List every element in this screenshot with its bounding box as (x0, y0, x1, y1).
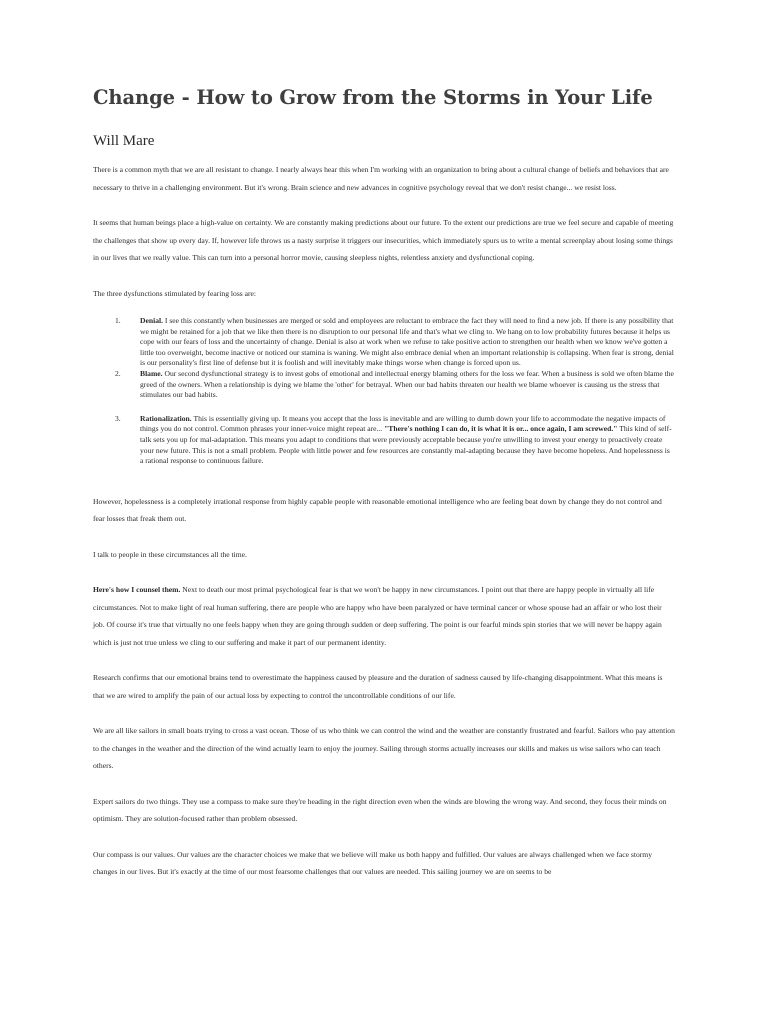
list-text: Our second dysfunctional strategy is to invest gobs of emotional and intellectual energy blaming others for the loss we fear. When a business is sold we often blame the greed of the owners. When a relationship is dying we blame the 'other' for betrayal. When our bad habits threaten our health we blame whoever is causing us the stress that stimulates our bad habits. (140, 368, 674, 400)
paragraph-expert-sailors: Expert sailors do two things. They use a compass to make sure they're heading in the right direction even when the winds are blowing the wrong way. And second, they focus their minds on optimism. They are solution-focused rather than problem obsessed. (93, 796, 667, 824)
paragraph-certainty: It seems that human beings place a high-value on certainty. We are constantly making predictions about our future. To the extent our predictions are true we feel secure and capable of meeting the challenges that show up every day. If, however life throws us a nasty surprise it triggers our insecurities, which immediately spurs us to write a mental screenplay about losing some things in our lives that we really value. This can turn into a personal horror movie, causing sleepless nights, relentless anxiety and dysfunctional coping. (93, 218, 674, 262)
list-term: Blame. (140, 368, 163, 378)
paragraph-research: Research confirms that our emotional brains tend to overestimate the happiness caused by pleasure and the duration of sadness caused by life-changing disappointment. What this means is that we are wired to amplify the pain of our actual loss by expecting to control the uncontrollable conditions of our life. (93, 673, 663, 700)
list-term: Rationalization. (140, 413, 192, 423)
list-item-blame (93, 369, 675, 401)
paragraph-intro: There is a common myth that we are all resistant to change. I nearly always hear this when I'm working with an organization to bring about a cultural change of beliefs and behaviors that are necessary to thrive in a challenging environment. But it's wrong. Brain science and new advances in cognitive psychology reveal that we don't resist change... we resist loss. (93, 165, 669, 192)
document-title: Change - How to Grow from the Storms in Your Life (93, 86, 653, 109)
paragraph-hopelessness: However, hopelessness is a completely irrational response from highly capable people with reasonable emotional intelligence who are feeling beat down by change they do not control and fear losses that freak them out. (93, 496, 662, 524)
paragraph-dysfunctions-intro: The three dysfunctions stimulated by fearing loss are: (93, 288, 257, 298)
list-number: 2. (115, 368, 121, 378)
list-item-rationalization (93, 414, 675, 467)
list-term: Denial. (140, 316, 163, 325)
paragraph-lead: Here's how I counsel them. (93, 585, 181, 595)
list-text: This kind of self-talk sets you up for mal-adaptation. This means you adapt to conditions that were previously acceptable because you're unwilling to invest your energy to proactively create your new future. This is not a small problem. People with little power and few resources are constantly mal-adapting because they have become hopeless. And hopelessness is a rational response to continuous failure. (140, 424, 672, 466)
paragraph-compass: Our compass is our values. Our values are the character choices we make that we believe will make us both happy and fulfilled. Our values are always challenged when we face stormy changes in our lives. But it's exactly at the time of our most fearsome challenges that our values are needed. This sailing journey we are on seems to be (93, 849, 652, 877)
list-item-denial (93, 316, 675, 369)
list-number: 1. (115, 316, 121, 325)
paragraph-sailors: We are all like sailors in small boats trying to cross a vast ocean. Those of us who think we can control the wind and the weather are constantly frustrated and fearful. Sailors who pay attention to the changes in the weather and the direction of the wind actually learn to enjoy the journey. Sailing through storms actually increases our skills and makes us wise sailors who can teach others. (93, 726, 675, 771)
list-text: This is essentially giving up. It means you accept that the loss is inevitable and are willing to dumb down your life to accommodate the negative impacts of things you do not control. Common phrases your inner-voice might repeat are... (140, 413, 666, 434)
dysfunctions-list (93, 316, 675, 467)
list-text: I see this constantly when businesses are merged or sold and employees are reluctant to embrace the fact they will need to find a new job. If there is any possibility that we might be retained for a job that we like then there is no disruption to our personal life and that's what we cling to. We hang on to low probability futures because it helps us cope with our fears of loss and the uncertainty of change. Denial is also at work when we refuse to take positive action to strengthen our health when we know we've gotten a little too overweight, become inactive or noticed our stamina is waning. We might also embrace denial when an important relationship is collapsing. When fear is strong, denial is our personality's first line of defense but it is foolish and will inevitably make things worse when change is forced upon us. (140, 316, 674, 368)
document-page (93, 84, 675, 881)
paragraph-circumstances: I talk to people in these circumstances all the time. (93, 549, 247, 559)
list-number: 3. (115, 413, 121, 423)
list-quote: "There's nothing I can do, it is what it is or... once again, I am screwed." (384, 424, 618, 434)
author-name: Will Mare (93, 133, 155, 149)
paragraph-counsel (93, 581, 675, 651)
paragraph-body: Next to death our most primal psychological fear is that we won't be happy in new circumstances. I point out that there are happy people in virtually all life circumstances. Not to make light of real human suffering, there are people who are happy who have been paralyzed or have terminal cancer or whose spouse had an affair or who lost their job. Of course it's true that virtually no one feels happy when they are going through sudden or deep suffering. The point is our fearful minds spin stories that we will never be happy again which is just not true unless we cling to our suffering and make it part of our permanent identity. (93, 585, 662, 647)
